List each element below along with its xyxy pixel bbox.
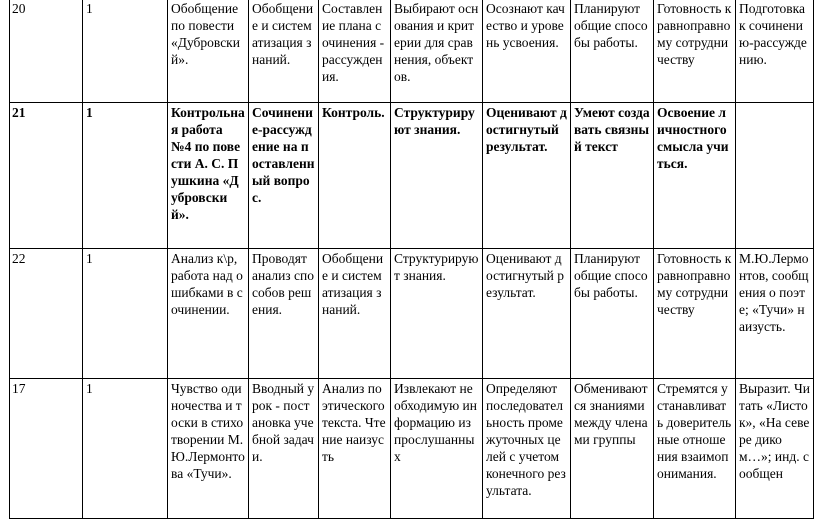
homework — [736, 103, 814, 249]
lesson-activity: Контроль. — [319, 103, 391, 249]
communicative-ud: Обмениваются знаниями между членами группы — [571, 379, 654, 519]
personal-ud: Освоение личностного смысла учиться. — [654, 103, 736, 249]
lesson-hours: 1 — [83, 249, 168, 379]
table-row — [10, 379, 814, 519]
homework: Выразит. Читать «Листок», «На севере диком…»; инд. сообщен — [736, 379, 814, 519]
table-row — [10, 0, 814, 103]
lesson-hours: 1 — [83, 379, 168, 519]
table-row — [10, 103, 814, 249]
lesson-number: 20 — [10, 0, 83, 103]
lesson-plan-table — [9, 0, 814, 519]
lesson-type: Сочинение-рассуждение на поставленный вопрос. — [249, 103, 319, 249]
lesson-topic: Чувство одиночества и тоски в стихотворении М.Ю.Лермонтова «Тучи». — [168, 379, 249, 519]
lesson-hours: 1 — [83, 103, 168, 249]
table-row — [10, 249, 814, 379]
personal-ud: Стремятся устанавливать доверительные отношения взаимопонимания. — [654, 379, 736, 519]
cognitive-ud: Структурируют знания. — [391, 103, 483, 249]
cognitive-ud: Извлекают необходимую информацию из прослушанных — [391, 379, 483, 519]
personal-ud: Готовность к равноправному сотрудничеству — [654, 249, 736, 379]
lesson-topic: Контрольная работа №4 по повести А. С. Пушкина «Дубровский». — [168, 103, 249, 249]
lesson-number: 22 — [10, 249, 83, 379]
communicative-ud: Планируют общие способы работы. — [571, 0, 654, 103]
cognitive-ud: Выбирают основания и критерии для сравнения, объектов. — [391, 0, 483, 103]
lesson-topic: Анализ к\р, работа над ошибками в сочинении. — [168, 249, 249, 379]
lesson-topic: Обобщение по повести «Дубровский». — [168, 0, 249, 103]
lesson-type: Вводный урок - постановка учебной задачи. — [249, 379, 319, 519]
lesson-activity: Обобщение и систематизация знаний. — [319, 249, 391, 379]
lesson-hours: 1 — [83, 0, 168, 103]
lesson-number: 21 — [10, 103, 83, 249]
cognitive-ud: Структурируют знания. — [391, 249, 483, 379]
regulative-ud: Осознают качество и уровень усвоения. — [483, 0, 571, 103]
communicative-ud: Планируют общие способы работы. — [571, 249, 654, 379]
regulative-ud: Оценивают достигнутый результат. — [483, 103, 571, 249]
regulative-ud: Определяют последовательность промежуточных целей с учетом конечного результата. — [483, 379, 571, 519]
lesson-activity: Составление плана сочинения - рассуждения. — [319, 0, 391, 103]
lesson-type: Обобщение и систематизация знаний. — [249, 0, 319, 103]
lesson-number: 17 — [10, 379, 83, 519]
regulative-ud: Оценивают достигнутый результат. — [483, 249, 571, 379]
homework: Подготовка к сочинению-рассуждению. — [736, 0, 814, 103]
personal-ud: Готовность к равноправному сотрудничеству — [654, 0, 736, 103]
lesson-type: Проводят анализ способов решения. — [249, 249, 319, 379]
homework: М.Ю.Лермонтов, сообщения о поэте; «Тучи» наизусть. — [736, 249, 814, 379]
communicative-ud: Умеют создавать связный текст — [571, 103, 654, 249]
lesson-activity: Анализ поэтического текста. Чтение наизусть — [319, 379, 391, 519]
